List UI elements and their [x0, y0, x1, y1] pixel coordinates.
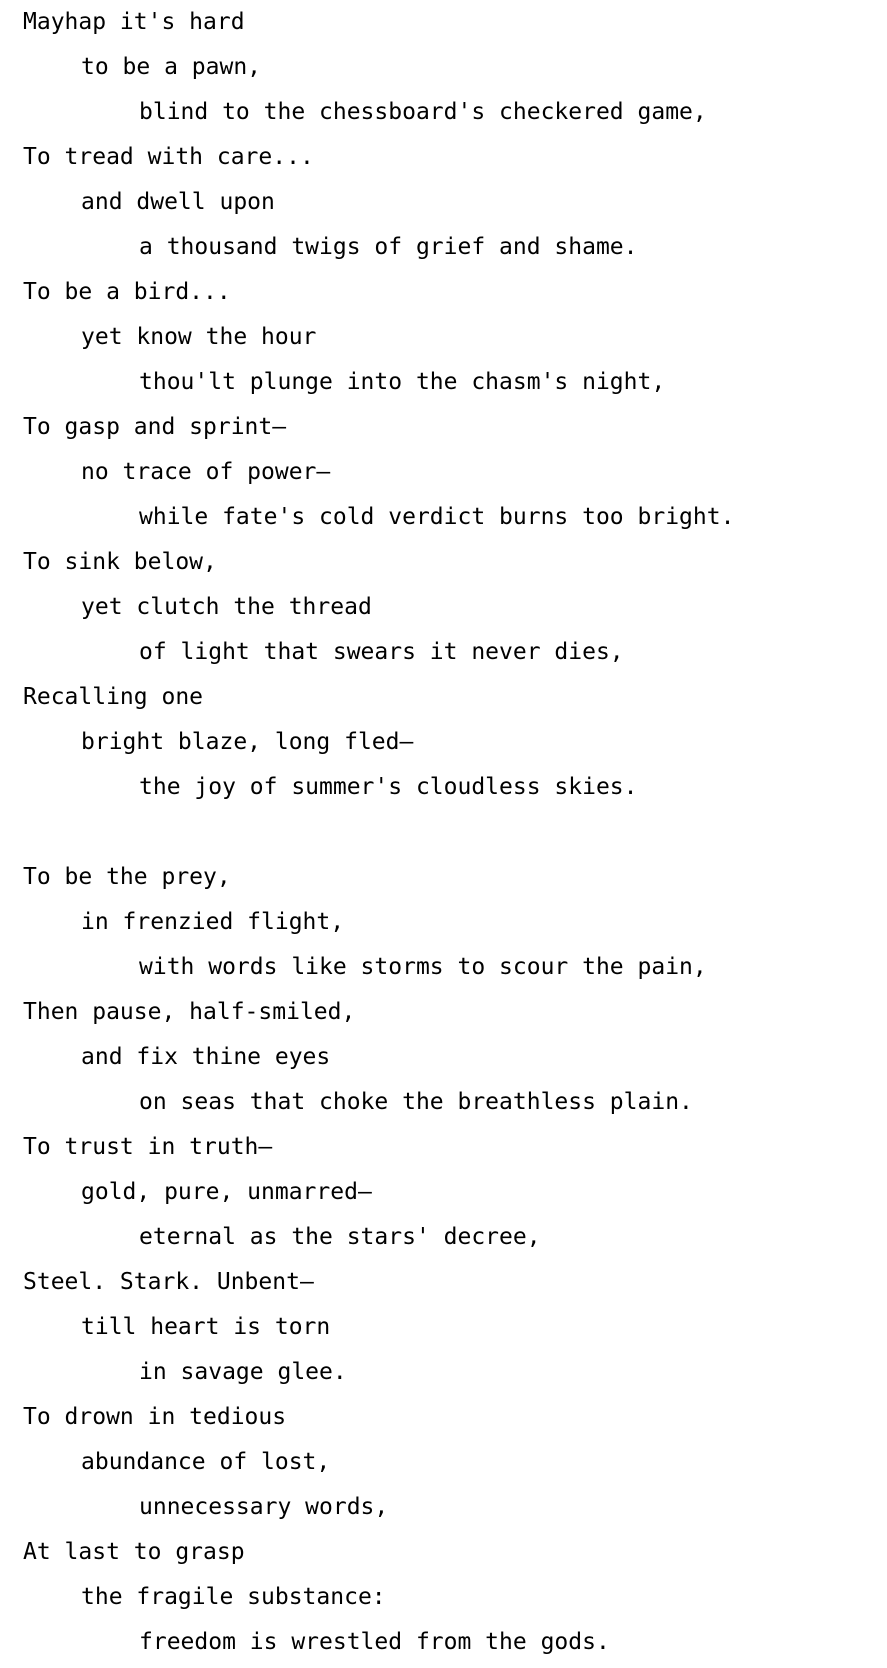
stanza-break — [23, 810, 873, 855]
poem-line: To gasp and sprint— — [23, 414, 287, 440]
poem-line: a thousand twigs of grief and shame. — [139, 234, 638, 260]
poem-line: To be the prey, — [23, 864, 231, 890]
poem-line: blind to the chessboard's checkered game, — [139, 99, 707, 125]
poem-line: the fragile substance: — [81, 1584, 386, 1610]
poem-line: bright blaze, long fled— — [81, 729, 414, 755]
poem — [23, 0, 873, 1665]
poem-line: the joy of summer's cloudless skies. — [139, 774, 638, 800]
poem-line: abundance of lost, — [81, 1449, 331, 1475]
stanza-2 — [23, 855, 873, 1665]
poem-line: and fix thine eyes — [81, 1044, 331, 1070]
poem-line: thou'lt plunge into the chasm's night, — [139, 369, 666, 395]
poem-line: while fate's cold verdict burns too bright. — [139, 504, 735, 530]
poem-line: Then pause, half-smiled, — [23, 999, 356, 1025]
poem-line: To drown in tedious — [23, 1404, 287, 1430]
poem-line: At last to grasp — [23, 1539, 245, 1565]
poem-line: no trace of power— — [81, 459, 331, 485]
poem-line: unnecessary words, — [139, 1494, 389, 1520]
poem-line: yet clutch the thread — [81, 594, 372, 620]
poem-line: in frenzied flight, — [81, 909, 345, 935]
poem-line: To trust in truth— — [23, 1134, 273, 1160]
poem-line: and dwell upon — [81, 189, 275, 215]
poem-line: To be a bird... — [23, 279, 231, 305]
poem-line: yet know the hour — [81, 324, 317, 350]
poem-line: To sink below, — [23, 549, 217, 575]
poem-line: eternal as the stars' decree, — [139, 1224, 541, 1250]
poem-line: Mayhap it's hard — [23, 9, 245, 35]
poem-line: on seas that choke the breathless plain. — [139, 1089, 693, 1115]
poem-line: to be a pawn, — [81, 54, 262, 80]
stanza-1 — [23, 0, 873, 810]
poem-line: till heart is torn — [81, 1314, 331, 1340]
poem-line: To tread with care... — [23, 144, 314, 170]
poem-line: Steel. Stark. Unbent— — [23, 1269, 314, 1295]
poem-line: gold, pure, unmarred— — [81, 1179, 372, 1205]
poem-line: of light that swears it never dies, — [139, 639, 624, 665]
poem-line: Recalling one — [23, 684, 204, 710]
poem-line: freedom is wrestled from the gods. — [139, 1629, 610, 1655]
poem-line: with words like storms to scour the pain, — [139, 954, 707, 980]
poem-line: in savage glee. — [139, 1359, 347, 1385]
